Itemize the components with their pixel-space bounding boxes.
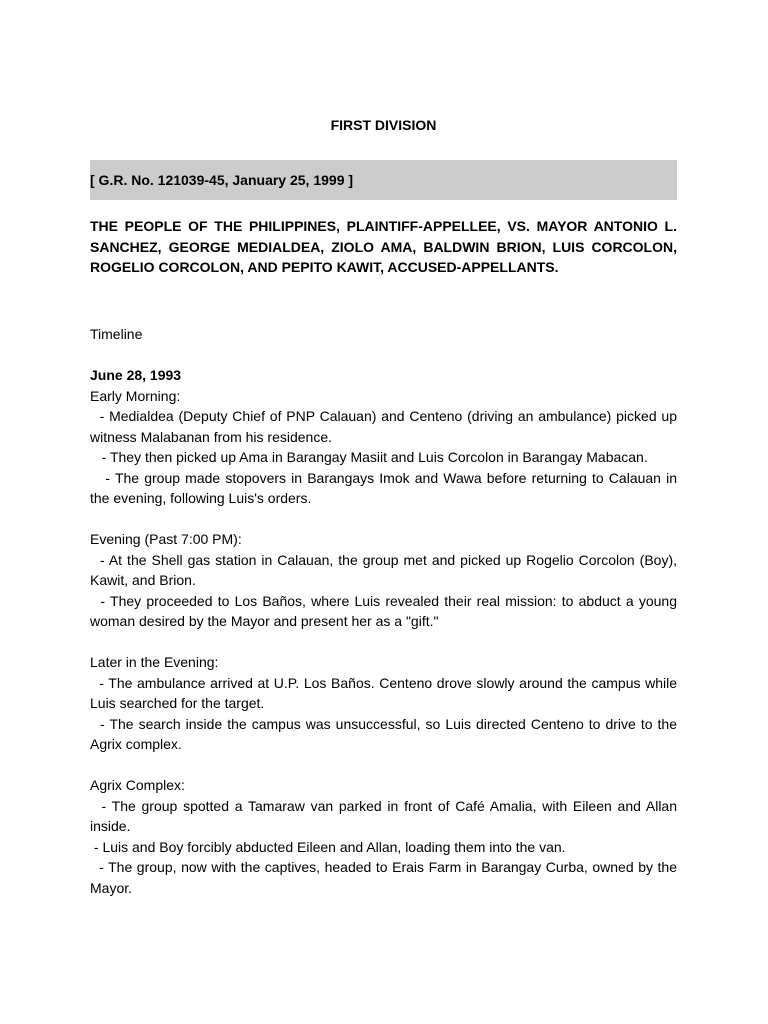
spacer — [90, 509, 677, 530]
timeline-item: - They then picked up Ama in Barangay Masiit and Luis Corcolon in Barangay Mabacan. — [90, 449, 648, 465]
timeline-item: - The group, now with the captives, headed to Erais Farm in Barangay Curba, owned by the Mayor. — [90, 859, 681, 896]
division-heading: FIRST DIVISION — [330, 117, 437, 133]
gr-number-bar: [ G.R. No. 121039-45, January 25, 1999 ] — [90, 160, 677, 200]
timeline-item: - The group made stopovers in Barangays Imok and Wawa before returning to Calauan in the evening, following Luis's orders. — [90, 469, 681, 506]
spacer — [90, 632, 677, 653]
timeline-item: - The ambulance arrived at U.P. Los Baños. Centeno drove slowly around the campus while Luis searched for the target. — [90, 674, 681, 711]
section-label-evening: Evening (Past 7:00 PM): — [90, 531, 242, 547]
spacer — [90, 345, 677, 366]
timeline-heading: Timeline — [90, 326, 143, 342]
timeline-item: - The group spotted a Tamaraw van parked in front of Café Amalia, with Eileen and Allan inside. — [90, 797, 681, 834]
timeline-date: June 28, 1993 — [90, 367, 182, 383]
spacer — [90, 755, 677, 776]
timeline-body — [90, 324, 681, 898]
case-caption: THE PEOPLE OF THE PHILIPPINES, PLAINTIFF-APPELLEE, VS. MAYOR ANTONIO L. SANCHEZ, GEORGE MEDIALDEA, ZIOLO AMA, BALDWIN BRION, LUIS CORCOLON, ROGELIO CORCOLON, AND PEPITO KAWIT, ACCUSED-APPELLANTS. — [90, 218, 677, 275]
timeline-item: - At the Shell gas station in Calauan, the group met and picked up Rogelio Corcolon (Boy), Kawit, and Brion. — [90, 551, 681, 588]
section-label-later-evening: Later in the Evening: — [90, 654, 219, 670]
section-label-agrix-complex: Agrix Complex: — [90, 777, 185, 793]
timeline-item: - The search inside the campus was unsuccessful, so Luis directed Centeno to drive to the Agrix complex. — [90, 715, 681, 752]
timeline-item: - They proceeded to Los Baños, where Luis revealed their real mission: to abduct a young woman desired by the Mayor and present her as a "gift." — [90, 592, 681, 629]
timeline-item: - Luis and Boy forcibly abducted Eileen and Allan, loading them into the van. — [90, 838, 566, 855]
section-label-early-morning: Early Morning: — [90, 387, 181, 404]
timeline-item: - Medialdea (Deputy Chief of PNP Calauan) and Centeno (driving an ambulance) picked up witness Malabanan from his residence. — [90, 408, 681, 445]
